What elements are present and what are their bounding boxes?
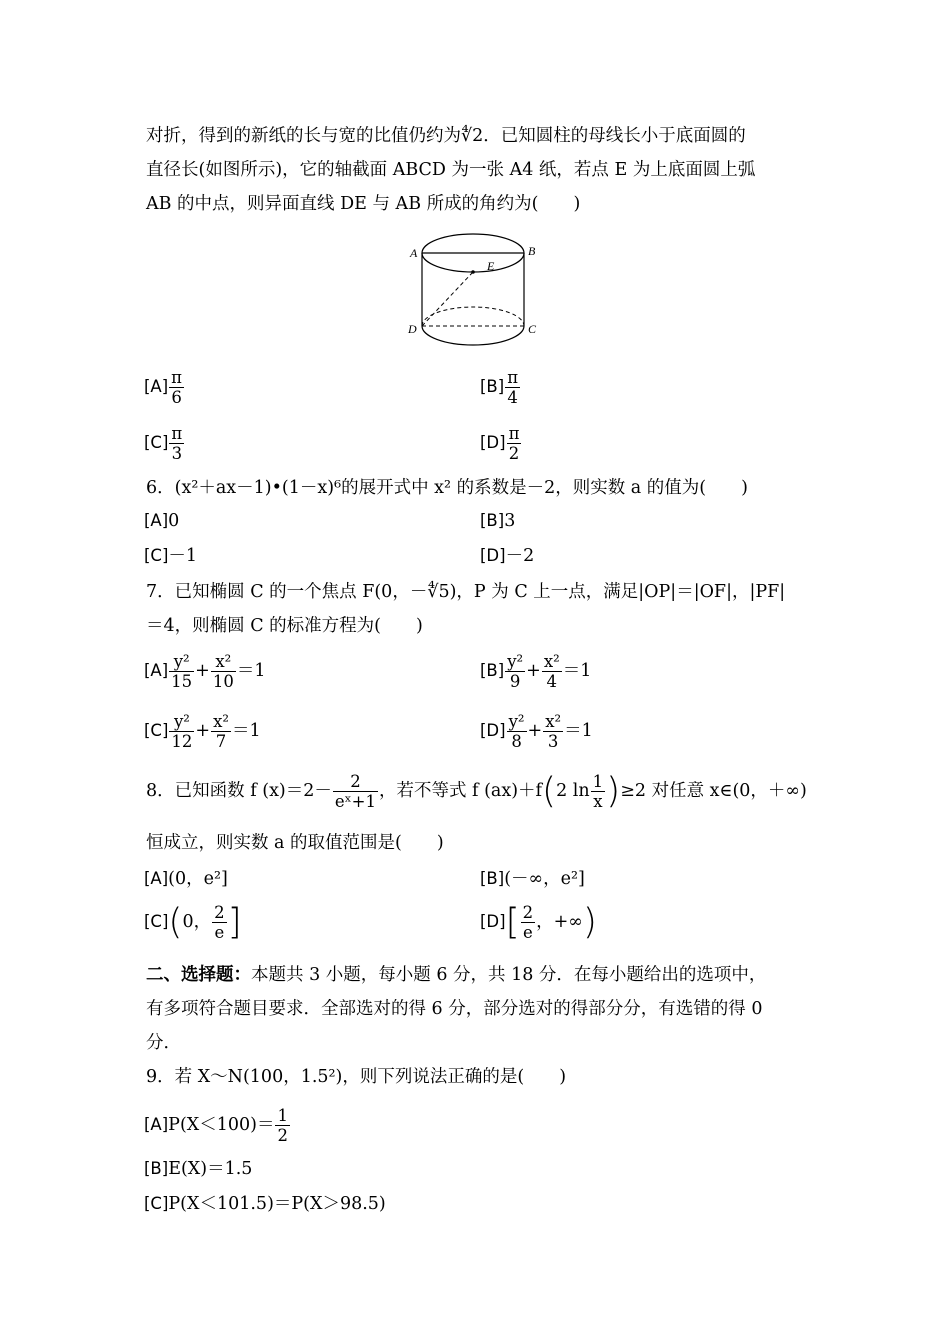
q5-option-d[interactable]: [D] $\frac{\pi}{2}$ [480,424,520,463]
q9-stem: 9．若 X～N(100，1.5²)，则下列说法正确的是( ) [146,1067,567,1087]
q7-option-c[interactable]: [C] $\frac{\text{y²}}{12}$ + $\frac{\text{x²}}{7}$ ＝1 [144,712,261,751]
q9-option-a[interactable]: [A]P(X＜100)＝ $\frac{1}{2}$ [144,1106,288,1145]
intro-line-3: AB 的中点，则异面直线 DE 与 AB 所成的角约为( ) [146,194,581,214]
q8-option-a[interactable]: [A](0，e²] [144,869,228,889]
intro-line-1: 对折，得到的新纸的长与宽的比值仍约为∜2．已知圆柱的母线长小于底面圆的 [146,126,746,146]
q7-stem-2: ＝4，则椭圆 C 的标准方程为( ) [146,616,423,636]
q6-option-a[interactable]: [A]0 [144,511,180,531]
q9-option-b[interactable]: [B]E(X)＝1.5 [144,1159,253,1179]
q7-stem-1: 7．已知椭圆 C 的一个焦点 F(0，－∜5)，P 为 C 上一点，满足|OP|＝|OF|，|PF| [146,582,786,602]
section2-line-1: 二、选择题：本题共 3 小题，每小题 6 分，共 18 分．在每小题给出的选项中， [146,965,767,985]
q8-option-d[interactable]: [D][ $\frac{2}{e}$ ，+∞) [480,901,597,943]
q5-option-c[interactable]: [C] $\frac{\pi}{3}$ [144,424,183,463]
q6-option-b[interactable]: [B]3 [480,511,516,531]
q7-option-a[interactable]: [A] $\frac{\text{y²}}{15}$ + $\frac{\text{x²}}{10}$ ＝1 [144,652,266,691]
q6-stem: 6．(x²＋ax－1)•(1－x)⁶的展开式中 x² 的系数是－2，则实数 a 的值为( ) [146,478,748,498]
q6-option-c[interactable]: [C]－1 [144,546,198,566]
label-c: C [528,322,537,336]
cylinder-figure [398,228,548,346]
q5-option-b[interactable]: [B] $\frac{\pi}{4}$ [480,368,519,407]
label-e: E [487,259,495,273]
label-b: B [528,244,536,258]
intro-line-2: 直径长(如图所示)，它的轴截面 ABCD 为一张 A4 纸，若点 E 为上底面圆上弧 [146,160,756,180]
q6-option-d[interactable]: [D]－2 [480,546,535,566]
q7-option-d[interactable]: [D] $\frac{\text{y²}}{8}$ + $\frac{\text{x²}}{3}$ ＝1 [480,712,593,751]
q8-stem-2: 恒成立，则实数 a 的取值范围是( ) [146,833,444,853]
q8-option-c[interactable]: [C](0， $\frac{2}{e}$ ] [144,901,242,943]
q7-option-b[interactable]: [B] $\frac{\text{y²}}{9}$ + $\frac{\text{x²}}{4}$ ＝1 [480,652,592,691]
label-a: A [410,246,418,260]
section2-line-3: 分． [146,1033,181,1053]
q8-stem-1: 8．已知函数 f (x)＝2－ $\frac{2}{\text{eˣ+1}}$ ，若不等式 f (ax)＋f(2 ln $\frac{1}{x}$ )≥2 对任意 x∈(0，＋∞) [146,770,807,812]
q9-option-c[interactable]: [C]P(X＜101.5)＝P(X＞98.5) [144,1194,386,1214]
label-d: D [408,322,417,336]
section2-line-2: 有多项符合题目要求．全部选对的得 6 分，部分选对的得部分分，有选错的得 0 [146,999,763,1019]
q8-option-b[interactable]: [B](－∞，e²] [480,869,585,889]
q5-option-a[interactable]: [A] $\frac{\pi}{6}$ [144,368,183,407]
